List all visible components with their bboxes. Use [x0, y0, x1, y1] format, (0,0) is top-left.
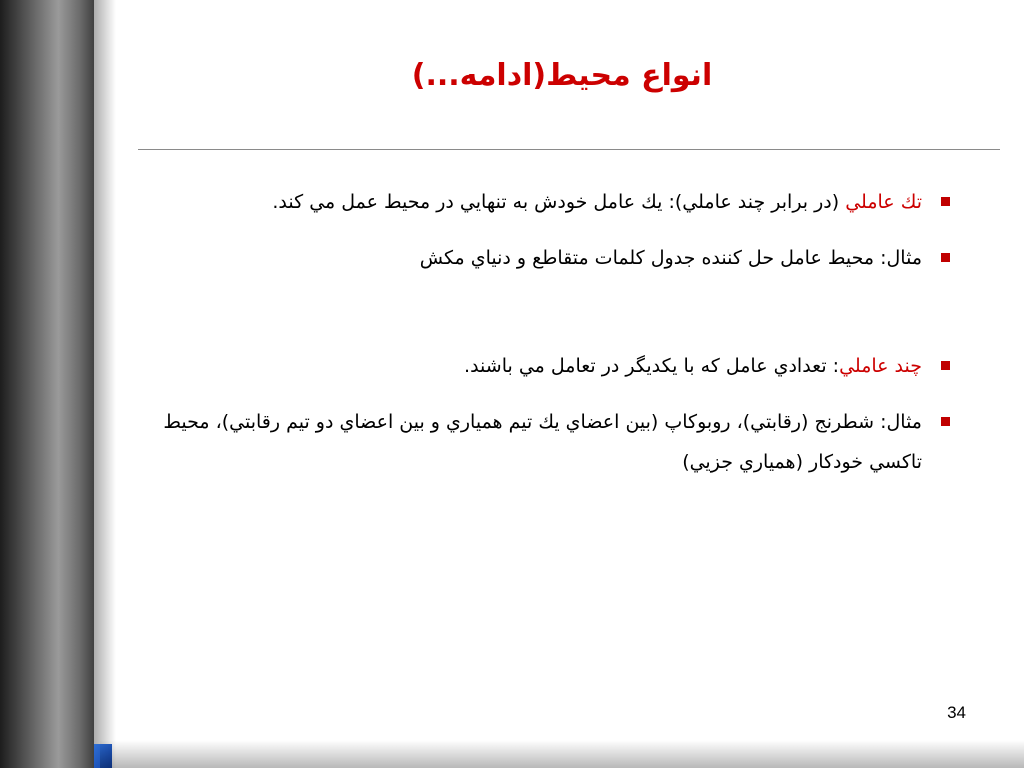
bullet-item-single-agent [160, 182, 950, 222]
bullet-text: : تعدادي عامل كه با يكديگر در تعامل مي باشند. [464, 355, 840, 377]
bullet-item-multi-agent [160, 346, 950, 386]
bullet-emphasis: چند عاملي [839, 355, 922, 377]
square-bullet-icon [941, 253, 950, 262]
bullet-item-multi-agent-example [160, 402, 950, 482]
bullet-text: (در برابر چند عاملي): يك عامل خودش به تنهايي در محيط عمل مي كند. [272, 191, 846, 213]
bullet-emphasis: تك عاملي [845, 191, 922, 213]
bullet-text: مثال: محيط عامل حل كننده جدول كلمات متقاطع و دنياي مكش [419, 247, 922, 269]
title-divider [138, 149, 1000, 150]
square-bullet-icon [941, 197, 950, 206]
left-decorative-bar [0, 0, 94, 768]
left-bar-shadow [94, 0, 116, 768]
bullet-text: مثال: شطرنج (رقابتي)، روبوكاپ (بين اعضاي يك تيم همياري و بين اعضاي دو تيم رقابتي)، محيط تاكسي خودكار (همياري جزيي) [163, 411, 922, 473]
bottom-shadow [100, 740, 1024, 768]
bullet-list [160, 182, 950, 498]
square-bullet-icon [941, 361, 950, 370]
square-bullet-icon [941, 417, 950, 426]
slide-title: انواع محيط(ادامه...) [411, 58, 713, 93]
bullet-item-single-agent-example [160, 238, 950, 278]
page-number: 34 [947, 703, 966, 722]
